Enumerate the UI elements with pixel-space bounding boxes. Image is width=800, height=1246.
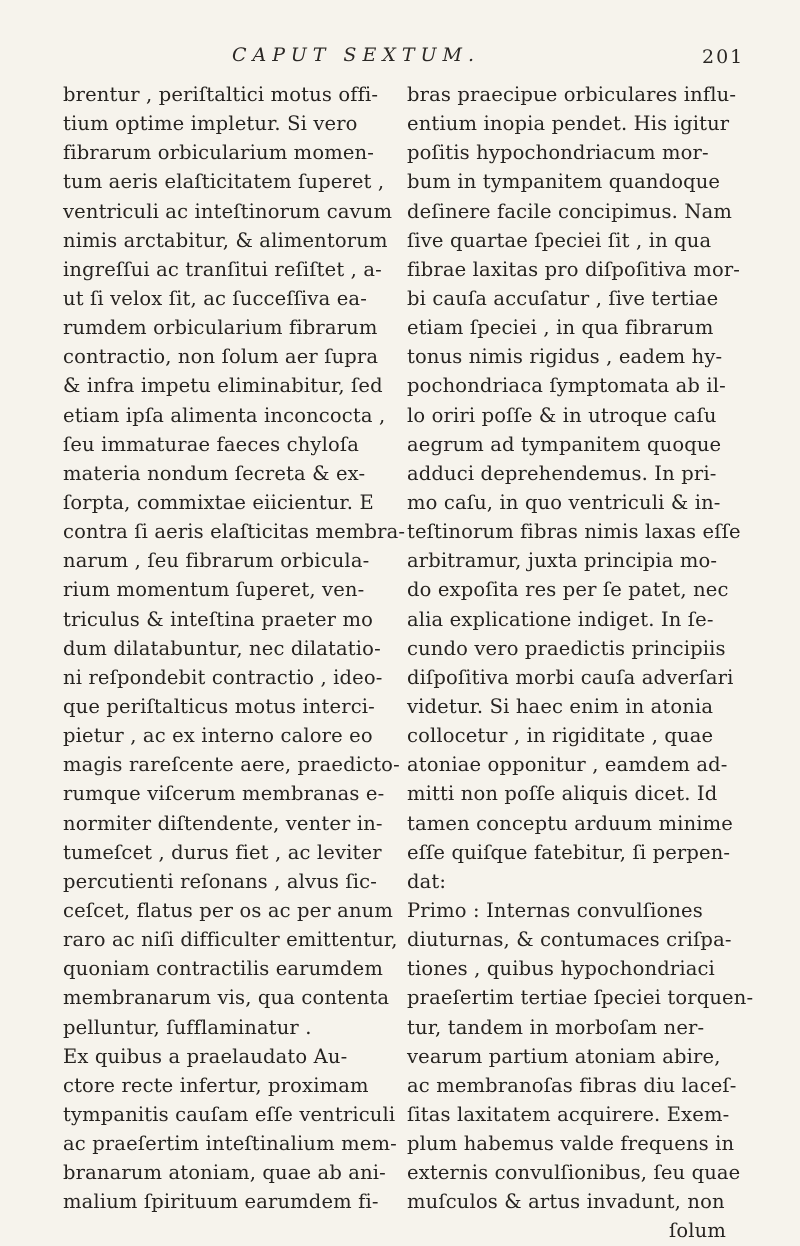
text-line: bum in tympanitem quandoque [407,170,721,194]
text-line: tium optime impletur. Si vero [63,112,358,136]
text-line: do expoſita res per ſe patet, nec [407,578,729,602]
text-line: fibrarum orbicularium momen- [63,141,374,165]
text-line: nimis arctabitur, & alimentorum [63,228,388,252]
text-line: rium momentum ſuperet, ven- [63,578,365,602]
text-line: entium inopia pendet. His igitur [407,112,730,136]
text-line: contractio, non ſolum aer ſupra [63,345,379,369]
text-line: pelluntur, ſufflaminatur . [63,1015,312,1039]
catchword: ſolum [669,1219,726,1243]
text-line: videtur. Si haec enim in atonia [407,694,714,718]
text-line: tiones , quibus hypochondriaci [407,957,715,981]
text-line: lo oriri poſſe & in utroque caſu [407,403,717,427]
text-line: pochondriaca ſymptomata ab il- [407,374,726,398]
text-line: ceſcet, flatus per os ac per anum [63,898,394,922]
text-line: arbitramur, juxta principia mo- [407,549,718,573]
text-line: plum habemus valde frequens in [407,1132,735,1156]
text-line: tur, tandem in morboſam ner- [407,1015,705,1039]
text-line: adduci deprehendemus. In pri- [407,461,717,485]
text-line: percutienti reſonans , alvus ſic- [63,869,377,893]
text-line: muſculos & artus invadunt, non [407,1190,725,1214]
running-title: CAPUT SEXTUM. [232,44,481,66]
text-line: bras praecipue orbiculares influ- [407,83,737,106]
text-line: dat: [407,869,447,893]
text-line: ni reſpondebit contractio , ideo- [63,665,383,689]
text-line: etiam ipſa alimenta inconcocta , [63,403,386,427]
text-line: bi cauſa accuſatur , ſive tertiae [407,286,719,310]
text-line: poſitis hypochondriacum mor- [407,141,709,165]
text-line: aegrum ad tympanitem quoque [407,432,722,456]
text-line: rumdem orbicularium fibrarum [63,316,378,340]
text-line: raro ac niſi difficulter emittentur, [63,928,398,952]
text-line: tympanitis cauſam eſſe ventriculi [63,1102,396,1126]
text-line: tonus nimis rigidus , eadem hy- [407,345,723,369]
text-line: ut ſi velox ſit, ac ſucceſſiva ea- [63,286,367,310]
text-line: alia explicatione indiget. In ſe- [407,607,714,631]
text-line: materia nondum ſecreta & ex- [63,461,366,485]
text-line: malium ſpirituum earumdem fi- [63,1190,379,1214]
left-text-column [63,80,406,1216]
text-line: ventriculi ac inteſtinorum cavum [63,199,393,223]
text-line: rumque viſcerum membranas e- [63,782,385,806]
text-line: collocetur , in rigiditate , quae [407,724,714,748]
text-line: externis convulſionibus, ſeu quae [407,1161,741,1185]
text-line: mitti non poſſe aliquis dicet. Id [407,782,718,806]
text-line: deſinere facile concipimus. Nam [407,199,732,223]
text-line: tamen conceptu arduum minime [407,811,733,835]
text-line: ſive quartae ſpeciei ſit , in qua [407,228,712,252]
text-line: narum , ſeu fibrarum orbicula- [63,549,370,573]
text-line: ac membranoſas fibras diu laceſ- [407,1073,737,1097]
text-line: brentur , periſtaltici motus offi- [63,83,379,106]
text-line: eſſe quiſque fatebitur, ſi perpen- [407,840,731,864]
text-line: ſorpta, commixtae eiicientur. E [63,490,374,514]
text-line: cundo vero praedictis principiis [407,636,726,660]
text-line: triculus & inteſtina praeter mo [63,607,374,631]
text-line: ſitas laxitatem acquirere. Exem- [407,1102,730,1126]
text-line: etiam ſpeciei , in qua fibrarum [407,316,714,340]
text-line: atoniae opponitur , eamdem ad- [407,753,728,777]
text-line: mo caſu, in quo ventriculi & in- [407,490,721,514]
text-line: ſeu immaturae faeces chyloſa [63,432,360,456]
text-line: Primo : Internas convulſiones [407,898,703,922]
text-line: diſpoſitiva morbi cauſa adverſari [407,665,734,689]
text-line: ctore recte infertur, proximam [63,1073,369,1097]
text-line: vearum partium atoniam abire, [407,1044,721,1068]
text-line: fibrae laxitas pro diſpoſitiva mor- [407,257,741,281]
page-number: 201 [702,46,745,68]
text-line: normiter diſtendente, venter in- [63,811,383,835]
text-line: pietur , ac ex interno calore eo [63,724,373,748]
text-line: tum aeris elaſticitatem ſuperet , [63,170,385,194]
text-line: & infra impetu eliminabitur, ſed [63,374,383,398]
text-line: praeſertim tertiae ſpeciei torquen- [407,986,754,1010]
text-line: branarum atoniam, quae ab ani- [63,1161,386,1185]
text-line: ingreſſui ac tranſitui reſiſtet , a- [63,257,382,281]
text-line: dum dilatabuntur, nec dilatatio- [63,636,381,660]
text-line: magis rareſcente aere, praedicto- [63,753,400,777]
text-line: quoniam contractilis earumdem [63,957,383,981]
text-line: ac praeſertim inteſtinalium mem- [63,1132,397,1156]
text-line: tumeſcet , durus fiet , ac leviter [63,840,382,864]
text-line: diuturnas, & contumaces criſpa- [407,928,732,952]
text-line: contra ſi aeris elaſticitas membra- [63,520,406,544]
text-line: que periſtalticus motus interci- [63,694,375,718]
text-line: membranarum vis, qua contenta [63,986,390,1010]
text-line: Ex quibus a praelaudato Au- [63,1044,348,1068]
text-line: teſtinorum fibras nimis laxas eſſe [407,520,741,544]
right-text-column [407,80,754,1246]
